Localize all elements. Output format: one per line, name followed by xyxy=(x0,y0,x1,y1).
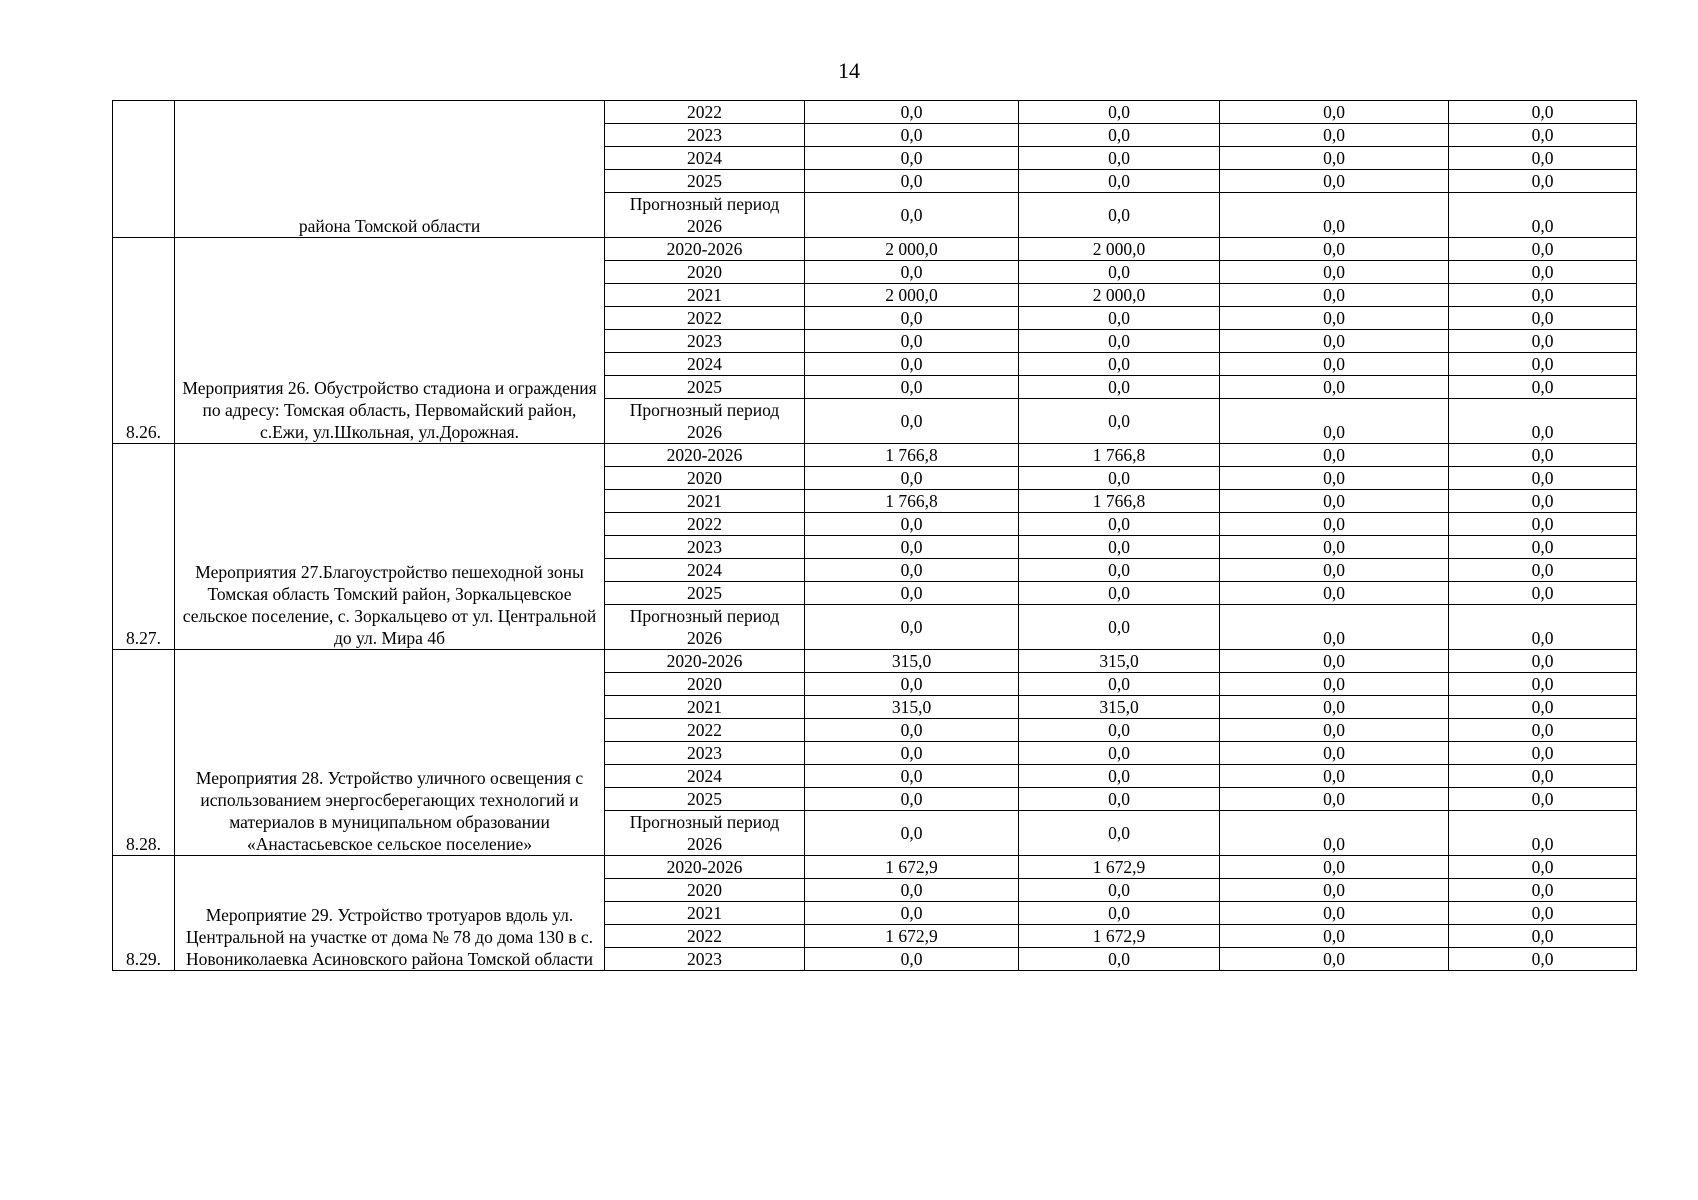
value-cell: 0,0 xyxy=(805,399,1019,444)
value-cell: 0,0 xyxy=(805,536,1019,559)
value-cell: 0,0 xyxy=(1449,238,1637,261)
table-body xyxy=(113,101,1637,971)
period-year: 2026 xyxy=(687,216,722,236)
value-cell: 0,0 xyxy=(1220,513,1449,536)
value-cell: 0,0 xyxy=(1019,719,1220,742)
period-cell: 2024 xyxy=(605,765,805,788)
value-cell: 0,0 xyxy=(1220,719,1449,742)
period-cell: 2025 xyxy=(605,582,805,605)
item-number xyxy=(113,101,175,238)
value-cell: 0,0 xyxy=(1449,879,1637,902)
value-cell: 0,0 xyxy=(1220,605,1449,650)
value-cell: 0,0 xyxy=(805,673,1019,696)
value-cell: 0,0 xyxy=(1449,261,1637,284)
value-cell: 0,0 xyxy=(1220,925,1449,948)
value-cell: 0,0 xyxy=(1220,765,1449,788)
period-cell: 2022 xyxy=(605,719,805,742)
period-cell xyxy=(605,605,805,650)
value-cell: 0,0 xyxy=(1449,536,1637,559)
item-description: района Томской области xyxy=(175,101,605,238)
value-cell: 0,0 xyxy=(1019,399,1220,444)
value-cell: 0,0 xyxy=(805,902,1019,925)
value-cell: 315,0 xyxy=(1019,696,1220,719)
period-cell: 2021 xyxy=(605,284,805,307)
period-cell: 2023 xyxy=(605,330,805,353)
value-cell: 0,0 xyxy=(1019,582,1220,605)
period-year: 2026 xyxy=(687,628,722,648)
value-cell: 0,0 xyxy=(805,147,1019,170)
value-cell: 0,0 xyxy=(805,170,1019,193)
value-cell: 0,0 xyxy=(1449,719,1637,742)
period-cell: 2025 xyxy=(605,170,805,193)
value-cell: 0,0 xyxy=(1449,399,1637,444)
period-cell: 2023 xyxy=(605,948,805,971)
period-label: Прогнозный период xyxy=(629,812,780,832)
period-year: 2026 xyxy=(687,422,722,442)
value-cell: 0,0 xyxy=(805,879,1019,902)
value-cell: 0,0 xyxy=(1220,101,1449,124)
value-cell: 0,0 xyxy=(1220,856,1449,879)
value-cell: 0,0 xyxy=(805,605,1019,650)
value-cell: 0,0 xyxy=(1449,902,1637,925)
value-cell: 315,0 xyxy=(805,650,1019,673)
value-cell: 0,0 xyxy=(1220,582,1449,605)
table-row xyxy=(113,101,1637,124)
value-cell: 0,0 xyxy=(1449,101,1637,124)
value-cell: 0,0 xyxy=(805,765,1019,788)
value-cell: 0,0 xyxy=(1449,170,1637,193)
period-cell: 2023 xyxy=(605,742,805,765)
value-cell: 0,0 xyxy=(1019,330,1220,353)
value-cell: 0,0 xyxy=(1019,193,1220,238)
period-cell: 2022 xyxy=(605,101,805,124)
value-cell: 1 766,8 xyxy=(1019,490,1220,513)
period-cell: 2021 xyxy=(605,902,805,925)
period-cell: 2020-2026 xyxy=(605,238,805,261)
value-cell: 0,0 xyxy=(1220,444,1449,467)
value-cell: 0,0 xyxy=(1449,330,1637,353)
value-cell: 0,0 xyxy=(1220,399,1449,444)
value-cell: 0,0 xyxy=(1220,650,1449,673)
value-cell: 0,0 xyxy=(1449,513,1637,536)
item-description: Мероприятия 26. Обустройство стадиона и ограждения по адресу: Томская область, Первомайский район, с.Ежи, ул.Школьная, ул.Дорожная. xyxy=(175,238,605,444)
value-cell: 0,0 xyxy=(1449,856,1637,879)
period-label: Прогнозный период xyxy=(629,606,780,626)
table-row xyxy=(113,650,1637,673)
period-cell: 2024 xyxy=(605,353,805,376)
value-cell: 0,0 xyxy=(1019,673,1220,696)
table-row xyxy=(113,238,1637,261)
value-cell: 0,0 xyxy=(1220,673,1449,696)
value-cell: 0,0 xyxy=(1019,536,1220,559)
value-cell: 0,0 xyxy=(805,101,1019,124)
period-label: Прогнозный период xyxy=(629,194,780,214)
value-cell: 0,0 xyxy=(1220,742,1449,765)
value-cell: 0,0 xyxy=(1449,811,1637,856)
period-cell: 2020 xyxy=(605,879,805,902)
period-cell: 2020-2026 xyxy=(605,856,805,879)
item-number: 8.29. xyxy=(113,856,175,971)
value-cell: 0,0 xyxy=(805,513,1019,536)
value-cell: 0,0 xyxy=(1019,788,1220,811)
value-cell: 0,0 xyxy=(1019,948,1220,971)
value-cell: 0,0 xyxy=(1449,376,1637,399)
value-cell: 0,0 xyxy=(1220,147,1449,170)
value-cell: 0,0 xyxy=(1220,307,1449,330)
value-cell: 0,0 xyxy=(1019,124,1220,147)
value-cell: 0,0 xyxy=(1220,238,1449,261)
period-cell: 2020-2026 xyxy=(605,650,805,673)
period-cell: 2020 xyxy=(605,467,805,490)
value-cell: 0,0 xyxy=(1019,605,1220,650)
value-cell: 0,0 xyxy=(805,582,1019,605)
value-cell: 0,0 xyxy=(1449,582,1637,605)
value-cell: 0,0 xyxy=(1449,605,1637,650)
value-cell: 0,0 xyxy=(1019,376,1220,399)
value-cell: 0,0 xyxy=(1019,902,1220,925)
value-cell: 0,0 xyxy=(1449,559,1637,582)
value-cell: 0,0 xyxy=(1449,788,1637,811)
value-cell: 0,0 xyxy=(1220,788,1449,811)
value-cell: 0,0 xyxy=(1019,513,1220,536)
value-cell: 0,0 xyxy=(805,742,1019,765)
period-cell: 2022 xyxy=(605,513,805,536)
value-cell: 0,0 xyxy=(1220,284,1449,307)
value-cell: 0,0 xyxy=(805,261,1019,284)
value-cell: 0,0 xyxy=(1220,330,1449,353)
item-description: Мероприятие 29. Устройство тротуаров вдоль ул. Центральной на участке от дома № 78 до дома 130 в с. Новониколаевка Асиновского района Томской области xyxy=(175,856,605,971)
item-number: 8.26. xyxy=(113,238,175,444)
value-cell: 0,0 xyxy=(1220,490,1449,513)
value-cell: 0,0 xyxy=(805,788,1019,811)
value-cell: 1 672,9 xyxy=(805,856,1019,879)
value-cell: 0,0 xyxy=(1449,307,1637,330)
value-cell: 0,0 xyxy=(1019,261,1220,284)
value-cell: 0,0 xyxy=(1019,559,1220,582)
period-cell: 2022 xyxy=(605,925,805,948)
value-cell: 0,0 xyxy=(1449,124,1637,147)
period-cell: 2020 xyxy=(605,261,805,284)
value-cell: 2 000,0 xyxy=(805,238,1019,261)
period-cell: 2025 xyxy=(605,376,805,399)
period-cell: 2020 xyxy=(605,673,805,696)
value-cell: 0,0 xyxy=(1220,696,1449,719)
item-number: 8.28. xyxy=(113,650,175,856)
value-cell: 2 000,0 xyxy=(1019,238,1220,261)
value-cell: 0,0 xyxy=(1019,353,1220,376)
value-cell: 0,0 xyxy=(1019,467,1220,490)
value-cell: 0,0 xyxy=(1220,536,1449,559)
value-cell: 0,0 xyxy=(1449,193,1637,238)
value-cell: 0,0 xyxy=(1449,353,1637,376)
value-cell: 0,0 xyxy=(805,376,1019,399)
period-cell: 2024 xyxy=(605,559,805,582)
value-cell: 1 766,8 xyxy=(805,490,1019,513)
value-cell: 0,0 xyxy=(805,811,1019,856)
period-cell: 2020-2026 xyxy=(605,444,805,467)
financing-table xyxy=(112,100,1637,971)
period-cell xyxy=(605,811,805,856)
value-cell: 0,0 xyxy=(1449,444,1637,467)
item-description: Мероприятия 28. Устройство уличного освещения с использованием энергосберегающих технологий и материалов в муниципальном образовании «Анастасьевское сельское поселение» xyxy=(175,650,605,856)
value-cell: 0,0 xyxy=(1220,559,1449,582)
item-number: 8.27. xyxy=(113,444,175,650)
value-cell: 2 000,0 xyxy=(805,284,1019,307)
value-cell: 0,0 xyxy=(1220,902,1449,925)
value-cell: 0,0 xyxy=(1220,170,1449,193)
value-cell: 0,0 xyxy=(1220,879,1449,902)
value-cell: 0,0 xyxy=(805,307,1019,330)
period-year: 2026 xyxy=(687,834,722,854)
value-cell: 0,0 xyxy=(1019,765,1220,788)
period-label: Прогнозный период xyxy=(629,400,780,420)
value-cell: 0,0 xyxy=(1220,193,1449,238)
value-cell: 1 672,9 xyxy=(805,925,1019,948)
value-cell: 0,0 xyxy=(1449,284,1637,307)
value-cell: 1 672,9 xyxy=(1019,856,1220,879)
value-cell: 0,0 xyxy=(1220,353,1449,376)
period-cell xyxy=(605,193,805,238)
period-cell xyxy=(605,399,805,444)
value-cell: 1 766,8 xyxy=(805,444,1019,467)
value-cell: 0,0 xyxy=(1449,490,1637,513)
period-cell: 2021 xyxy=(605,490,805,513)
value-cell: 0,0 xyxy=(1449,467,1637,490)
period-cell: 2022 xyxy=(605,307,805,330)
value-cell: 0,0 xyxy=(1220,467,1449,490)
period-cell: 2024 xyxy=(605,147,805,170)
value-cell: 0,0 xyxy=(805,193,1019,238)
value-cell: 0,0 xyxy=(1449,925,1637,948)
table-row xyxy=(113,856,1637,879)
value-cell: 315,0 xyxy=(805,696,1019,719)
period-cell: 2025 xyxy=(605,788,805,811)
table-row xyxy=(113,444,1637,467)
value-cell: 0,0 xyxy=(1449,765,1637,788)
page-number: 14 xyxy=(838,58,860,83)
value-cell: 0,0 xyxy=(1220,811,1449,856)
value-cell: 0,0 xyxy=(1449,147,1637,170)
value-cell: 0,0 xyxy=(1449,948,1637,971)
value-cell: 0,0 xyxy=(1220,948,1449,971)
value-cell: 0,0 xyxy=(805,719,1019,742)
value-cell: 0,0 xyxy=(1449,742,1637,765)
value-cell: 0,0 xyxy=(1019,742,1220,765)
value-cell: 0,0 xyxy=(1449,673,1637,696)
value-cell: 0,0 xyxy=(805,948,1019,971)
value-cell: 0,0 xyxy=(1449,696,1637,719)
period-cell: 2023 xyxy=(605,124,805,147)
value-cell: 0,0 xyxy=(1019,307,1220,330)
value-cell: 0,0 xyxy=(805,559,1019,582)
value-cell: 315,0 xyxy=(1019,650,1220,673)
value-cell: 0,0 xyxy=(805,353,1019,376)
value-cell: 0,0 xyxy=(1019,811,1220,856)
value-cell: 0,0 xyxy=(1019,879,1220,902)
value-cell: 0,0 xyxy=(1449,650,1637,673)
value-cell: 1 672,9 xyxy=(1019,925,1220,948)
value-cell: 0,0 xyxy=(1019,101,1220,124)
value-cell: 0,0 xyxy=(1220,261,1449,284)
value-cell: 0,0 xyxy=(1220,124,1449,147)
value-cell: 2 000,0 xyxy=(1019,284,1220,307)
value-cell: 0,0 xyxy=(805,124,1019,147)
value-cell: 0,0 xyxy=(1220,376,1449,399)
item-description: Мероприятия 27.Благоустройство пешеходной зоны Томская область Томский район, Зоркальцевское сельское поселение, с. Зоркальцево от ул. Центральной до ул. Мира 4б xyxy=(175,444,605,650)
value-cell: 0,0 xyxy=(1019,170,1220,193)
value-cell: 1 766,8 xyxy=(1019,444,1220,467)
value-cell: 0,0 xyxy=(805,330,1019,353)
value-cell: 0,0 xyxy=(805,467,1019,490)
value-cell: 0,0 xyxy=(1019,147,1220,170)
period-cell: 2021 xyxy=(605,696,805,719)
period-cell: 2023 xyxy=(605,536,805,559)
